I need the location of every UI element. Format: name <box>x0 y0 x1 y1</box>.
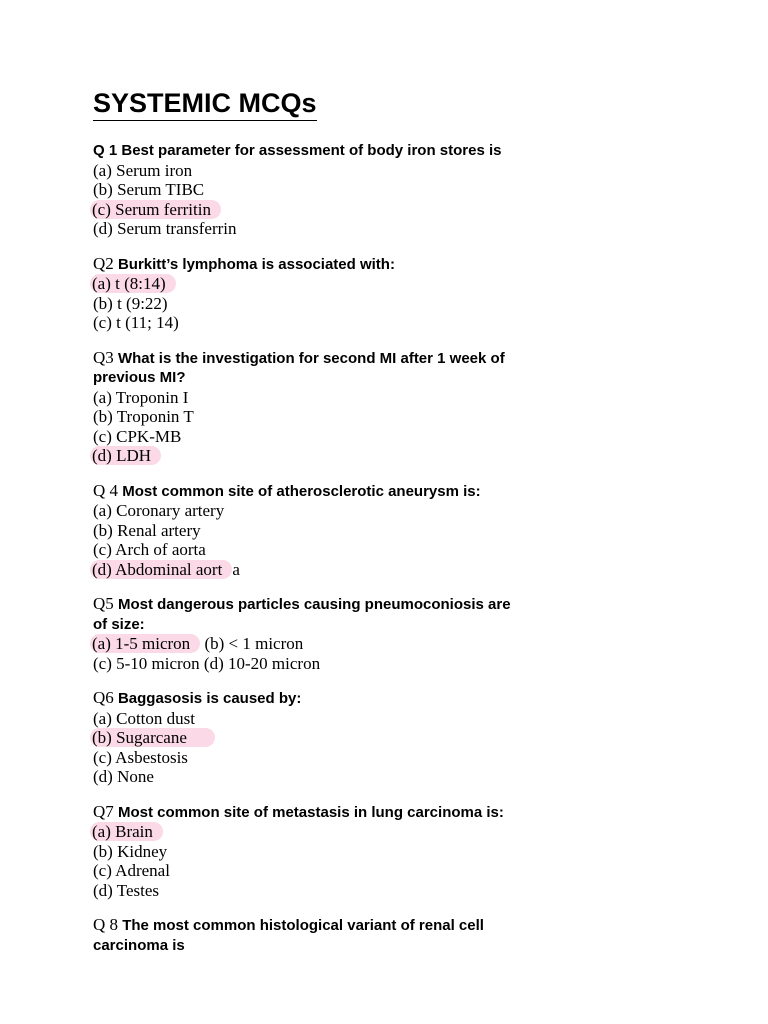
question-6-text: Baggasosis is caused by: <box>117 690 302 707</box>
question-4-option-a: (a) Coronary artery <box>93 501 225 520</box>
question-2-option-a <box>93 274 693 294</box>
question-5 <box>93 594 693 673</box>
question-1-number: Q 1 <box>93 142 118 159</box>
question-4-number: Q 4 <box>93 480 119 500</box>
question-7-stem <box>93 802 693 823</box>
question-1-stem <box>93 141 693 161</box>
question-7-text: Most common site of metastasis in lung carcinoma is: <box>117 803 504 821</box>
question-5-options-line-2: (c) 5-10 micron (d) 10-20 micron <box>93 653 321 673</box>
question-7-answer-highlight: (a) Brain <box>90 822 163 841</box>
question-4 <box>93 481 693 580</box>
question-3-number: Q3 <box>93 347 114 367</box>
question-2-option-c: (c) t (11; 14) <box>93 313 179 332</box>
question-1-option-a: (a) Serum iron <box>93 160 193 180</box>
question-8-stem <box>93 915 693 936</box>
question-2-answer-highlight: (a) t (8:14) <box>90 274 176 293</box>
question-2-text: Burkitt’s lymphoma is associated with: <box>117 255 395 273</box>
question-8-stem-continued: carcinoma is <box>93 936 185 954</box>
question-4-answer-tail: a <box>232 559 240 579</box>
question-3-option-b: (b) Troponin T <box>93 407 194 426</box>
question-8 <box>93 915 693 955</box>
question-1-text: Best parameter for assessment of body iron stores is <box>121 142 502 159</box>
question-8-text: The most common histological variant of renal cell <box>122 917 484 934</box>
question-7-option-a <box>93 822 693 842</box>
question-4-text: Most common site of atherosclerotic aneurysm is: <box>122 482 481 500</box>
question-3-option-d <box>93 446 693 466</box>
question-1-option-d: (d) Serum transferrin <box>93 219 237 238</box>
question-3-option-c: (c) CPK-MB <box>93 426 182 446</box>
question-4-answer-highlight: (d) Abdominal aort <box>90 560 232 579</box>
question-6-option-a: (a) Cotton dust <box>93 708 195 728</box>
question-8-number: Q 8 <box>93 915 119 934</box>
question-1-answer-highlight: (c) Serum ferritin <box>90 200 221 219</box>
question-7-option-d: (d) Testes <box>93 880 160 900</box>
question-7-number: Q7 <box>93 801 114 821</box>
question-6-number: Q6 <box>93 688 114 707</box>
question-4-stem <box>93 481 693 502</box>
question-4-option-c: (c) Arch of aorta <box>93 540 206 559</box>
question-5-stem-continued: of size: <box>93 615 145 633</box>
question-6-stem <box>93 688 693 709</box>
question-1-option-b: (b) Serum TIBC <box>93 180 205 199</box>
question-7-option-c: (c) Adrenal <box>93 861 170 880</box>
question-3-text: What is the investigation for second MI after 1 week of <box>117 349 505 367</box>
question-1-option-c <box>93 200 693 220</box>
question-2-option-b: (b) t (9:22) <box>93 293 168 313</box>
document-title: SYSTEMIC MCQs <box>93 86 317 121</box>
question-6 <box>93 688 693 787</box>
question-5-stem <box>93 594 693 615</box>
question-2-number: Q2 <box>93 253 114 273</box>
question-7-option-b: (b) Kidney <box>93 841 168 861</box>
question-5-option-b: (b) < 1 micron <box>200 634 304 653</box>
question-5-options-line-1 <box>93 634 693 654</box>
question-1 <box>93 141 693 239</box>
question-6-option-b <box>93 728 693 748</box>
question-5-number: Q5 <box>93 594 114 613</box>
question-5-text: Most dangerous particles causing pneumoconiosis are <box>117 596 511 613</box>
question-6-option-c: (c) Asbestosis <box>93 747 188 767</box>
question-5-answer-highlight: (a) 1-5 micron <box>90 634 200 653</box>
document-page <box>93 86 693 955</box>
question-3-stem-continued: previous MI? <box>93 369 186 386</box>
question-6-option-d: (d) None <box>93 767 154 786</box>
question-3-answer-highlight: (d) LDH <box>90 446 161 465</box>
question-7 <box>93 802 693 901</box>
question-6-answer-highlight: (b) Sugarcane <box>90 728 215 747</box>
question-2-stem <box>93 254 693 275</box>
question-4-option-d <box>93 560 693 580</box>
question-3 <box>93 348 693 466</box>
question-4-option-b: (b) Renal artery <box>93 520 201 540</box>
question-3-option-a: (a) Troponin I <box>93 387 189 407</box>
question-2 <box>93 254 693 333</box>
question-3-stem <box>93 348 693 369</box>
